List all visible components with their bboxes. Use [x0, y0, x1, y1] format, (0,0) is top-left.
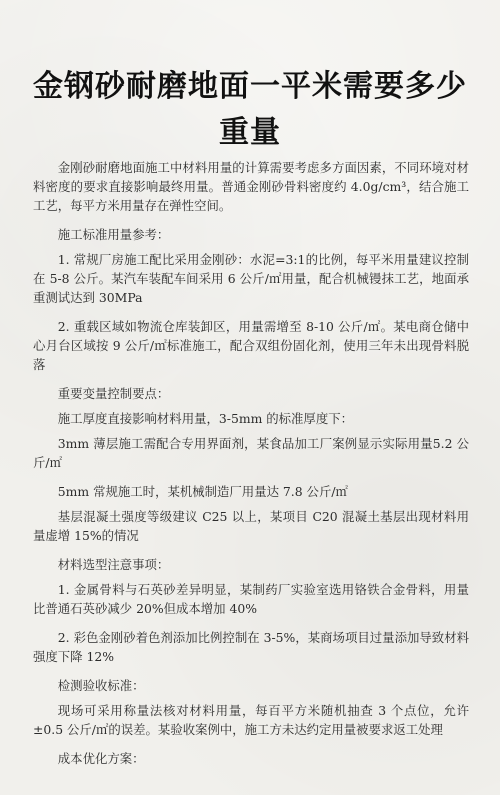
- paragraph-item: 基层混凝土强度等级建议 C25 以上，某项目 C20 混凝土基层出现材料用量虚增 15%的情况: [33, 509, 469, 543]
- article-body: [33, 158, 469, 774]
- article-title: 金钢砂耐磨地面一平米需要多少重量: [33, 69, 467, 151]
- paragraph-intro: 金刚砂耐磨地面施工中材料用量的计算需要考虑多方面因素，不同环境对材料密度的要求直接影响最终用量。普通金刚砂骨料密度约 4.0g/cm³，结合施工工艺，每平方米用量存在弹性空间。: [33, 160, 469, 213]
- paragraph-item: 施工厚度直接影响材料用量，3-5mm 的标准厚度下：: [57, 411, 353, 426]
- section-heading-standard: 施工标准用量参考：: [57, 227, 170, 242]
- paragraph-item: 3mm 薄层施工需配合专用界面剂，某食品加工厂案例显示实际用量5.2 公斤/㎡: [33, 436, 469, 470]
- section-heading-materials: 材料选型注意事项：: [57, 557, 170, 572]
- paragraph-item: 2. 重载区域如物流仓库装卸区，用量需增至 8-10 公斤/㎡。某电商仓储中心月台区域按 9 公斤/㎡标准施工，配合双组份固化剂，使用三年未出现骨料脱落: [33, 319, 469, 372]
- paragraph-item: 5mm 常规施工时，某机械制造厂用量达 7.8 公斤/㎡: [57, 484, 348, 499]
- paragraph-item: 1. 常规厂房施工配比采用金刚砂：水泥=3:1的比例，每平米用量建议控制在 5-8 公斤。某汽车装配车间采用 6 公斤/㎡用量，配合机械镘抹工艺，地面承重测试达到 30MPa: [33, 252, 469, 305]
- section-heading-variables: 重要变量控制要点：: [57, 386, 170, 401]
- section-heading-cost: 成本优化方案：: [57, 751, 145, 766]
- paragraph-item: 2. 彩色金刚砂着色剂添加比例控制在 3-5%，某商场项目过量添加导致材料强度下降 12%: [33, 630, 469, 664]
- section-heading-inspection: 检测验收标准：: [57, 678, 145, 693]
- paragraph-item: 1. 金属骨料与石英砂差异明显，某制药厂实验室选用铬铁合金骨料，用量比普通石英砂减少 20%但成本增加 40%: [33, 582, 469, 616]
- paragraph-item: 现场可采用称量法核对材料用量，每百平方米随机抽查 3 个点位，允许±0.5 公斤/㎡的误差。某验收案例中，施工方未达约定用量被要求返工处理: [33, 703, 469, 737]
